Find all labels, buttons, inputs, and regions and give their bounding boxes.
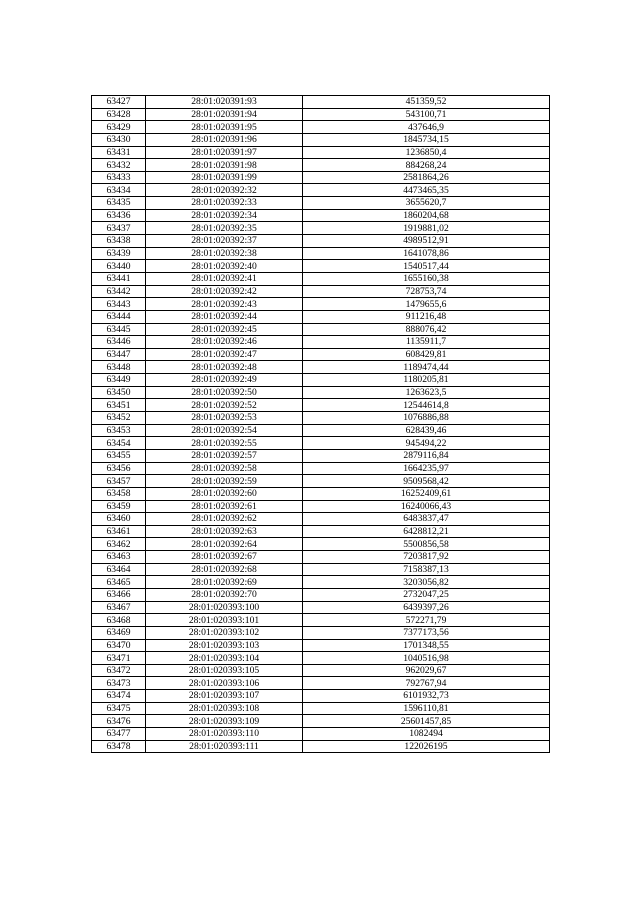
row-number-cell: 63431	[92, 146, 146, 159]
cadastral-number-cell: 28:01:020392:67	[146, 551, 303, 564]
value-cell: 7158387,13	[303, 563, 550, 576]
table-row	[92, 576, 550, 589]
value-cell: 572271,79	[303, 614, 550, 627]
row-number-cell: 63448	[92, 361, 146, 374]
row-number-cell: 63432	[92, 159, 146, 172]
cadastral-number-cell: 28:01:020391:96	[146, 133, 303, 146]
cadastral-number-cell: 28:01:020392:52	[146, 399, 303, 412]
table-row	[92, 513, 550, 526]
value-cell: 6439397,26	[303, 601, 550, 614]
row-number-cell: 63464	[92, 563, 146, 576]
table-row	[92, 171, 550, 184]
row-number-cell: 63433	[92, 171, 146, 184]
table-row	[92, 222, 550, 235]
cadastral-number-cell: 28:01:020392:32	[146, 184, 303, 197]
table-row	[92, 247, 550, 260]
row-number-cell: 63427	[92, 96, 146, 109]
value-cell: 16240066,43	[303, 500, 550, 513]
table-row	[92, 728, 550, 741]
row-number-cell: 63477	[92, 728, 146, 741]
cadastral-number-cell: 28:01:020392:69	[146, 576, 303, 589]
row-number-cell: 63436	[92, 209, 146, 222]
row-number-cell: 63430	[92, 133, 146, 146]
value-cell: 1701348,55	[303, 639, 550, 652]
table-row	[92, 424, 550, 437]
cadastral-number-cell: 28:01:020393:107	[146, 690, 303, 703]
table-row	[92, 374, 550, 387]
data-table	[91, 95, 550, 753]
table-row	[92, 96, 550, 109]
table-row	[92, 500, 550, 513]
row-number-cell: 63458	[92, 487, 146, 500]
value-cell: 3655620,7	[303, 197, 550, 210]
row-number-cell: 63449	[92, 374, 146, 387]
cadastral-number-cell: 28:01:020392:55	[146, 437, 303, 450]
table-row	[92, 272, 550, 285]
table-row	[92, 614, 550, 627]
row-number-cell: 63471	[92, 652, 146, 665]
cadastral-number-cell: 28:01:020392:49	[146, 374, 303, 387]
table-row	[92, 588, 550, 601]
cadastral-number-cell: 28:01:020393:109	[146, 715, 303, 728]
cadastral-number-cell: 28:01:020393:108	[146, 702, 303, 715]
table-row	[92, 323, 550, 336]
cadastral-number-cell: 28:01:020391:98	[146, 159, 303, 172]
cadastral-number-cell: 28:01:020392:57	[146, 449, 303, 462]
value-cell: 728753,74	[303, 285, 550, 298]
value-cell: 451359,52	[303, 96, 550, 109]
value-cell: 945494,22	[303, 437, 550, 450]
table-row	[92, 348, 550, 361]
row-number-cell: 63450	[92, 386, 146, 399]
row-number-cell: 63438	[92, 235, 146, 248]
row-number-cell: 63474	[92, 690, 146, 703]
cadastral-number-cell: 28:01:020391:95	[146, 121, 303, 134]
table-row	[92, 133, 550, 146]
table-row	[92, 475, 550, 488]
cadastral-number-cell: 28:01:020392:59	[146, 475, 303, 488]
table-row	[92, 285, 550, 298]
cadastral-number-cell: 28:01:020393:103	[146, 639, 303, 652]
cadastral-number-cell: 28:01:020392:47	[146, 348, 303, 361]
row-number-cell: 63447	[92, 348, 146, 361]
value-cell: 4473465,35	[303, 184, 550, 197]
table-row	[92, 702, 550, 715]
row-number-cell: 63457	[92, 475, 146, 488]
cadastral-number-cell: 28:01:020393:102	[146, 626, 303, 639]
cadastral-number-cell: 28:01:020392:41	[146, 272, 303, 285]
row-number-cell: 63445	[92, 323, 146, 336]
cadastral-number-cell: 28:01:020392:63	[146, 525, 303, 538]
cadastral-number-cell: 28:01:020392:53	[146, 412, 303, 425]
cadastral-number-cell: 28:01:020393:110	[146, 728, 303, 741]
value-cell: 7203817,92	[303, 551, 550, 564]
row-number-cell: 63460	[92, 513, 146, 526]
value-cell: 911216,48	[303, 310, 550, 323]
cadastral-number-cell: 28:01:020392:40	[146, 260, 303, 273]
value-cell: 1596110,81	[303, 702, 550, 715]
row-number-cell: 63440	[92, 260, 146, 273]
row-number-cell: 63446	[92, 336, 146, 349]
value-cell: 1860204,68	[303, 209, 550, 222]
cadastral-number-cell: 28:01:020392:60	[146, 487, 303, 500]
value-cell: 122026195	[303, 740, 550, 753]
cadastral-number-cell: 28:01:020392:48	[146, 361, 303, 374]
table-row	[92, 146, 550, 159]
row-number-cell: 63437	[92, 222, 146, 235]
row-number-cell: 63476	[92, 715, 146, 728]
table-row	[92, 551, 550, 564]
value-cell: 1919881,02	[303, 222, 550, 235]
cadastral-number-cell: 28:01:020392:46	[146, 336, 303, 349]
value-cell: 1664235,97	[303, 462, 550, 475]
value-cell: 6483837,47	[303, 513, 550, 526]
row-number-cell: 63467	[92, 601, 146, 614]
cadastral-number-cell: 28:01:020392:45	[146, 323, 303, 336]
value-cell: 7377173,56	[303, 626, 550, 639]
table-row	[92, 437, 550, 450]
value-cell: 16252409,61	[303, 487, 550, 500]
cadastral-number-cell: 28:01:020392:68	[146, 563, 303, 576]
value-cell: 1263623,5	[303, 386, 550, 399]
cadastral-number-cell: 28:01:020392:35	[146, 222, 303, 235]
table-row	[92, 601, 550, 614]
cadastral-number-cell: 28:01:020391:97	[146, 146, 303, 159]
row-number-cell: 63442	[92, 285, 146, 298]
value-cell: 1082494	[303, 728, 550, 741]
table-row	[92, 652, 550, 665]
value-cell: 2732047,25	[303, 588, 550, 601]
value-cell: 1135911,7	[303, 336, 550, 349]
cadastral-number-cell: 28:01:020392:62	[146, 513, 303, 526]
cadastral-number-cell: 28:01:020392:54	[146, 424, 303, 437]
cadastral-number-cell: 28:01:020392:70	[146, 588, 303, 601]
row-number-cell: 63473	[92, 677, 146, 690]
cadastral-number-cell: 28:01:020392:37	[146, 235, 303, 248]
row-number-cell: 63466	[92, 588, 146, 601]
value-cell: 5500856,58	[303, 538, 550, 551]
table-row	[92, 235, 550, 248]
value-cell: 12544614,8	[303, 399, 550, 412]
value-cell: 962029,67	[303, 664, 550, 677]
table-row	[92, 639, 550, 652]
cadastral-number-cell: 28:01:020392:33	[146, 197, 303, 210]
row-number-cell: 63443	[92, 298, 146, 311]
row-number-cell: 63451	[92, 399, 146, 412]
table-row	[92, 487, 550, 500]
table-row	[92, 462, 550, 475]
cadastral-number-cell: 28:01:020392:61	[146, 500, 303, 513]
row-number-cell: 63444	[92, 310, 146, 323]
table-row	[92, 664, 550, 677]
cadastral-number-cell: 28:01:020393:106	[146, 677, 303, 690]
cadastral-number-cell: 28:01:020392:38	[146, 247, 303, 260]
table-row	[92, 626, 550, 639]
value-cell: 1236850,4	[303, 146, 550, 159]
value-cell: 9509568,42	[303, 475, 550, 488]
table-row	[92, 159, 550, 172]
cadastral-number-cell: 28:01:020393:105	[146, 664, 303, 677]
table-row	[92, 197, 550, 210]
value-cell: 1655160,38	[303, 272, 550, 285]
table-row	[92, 184, 550, 197]
cadastral-number-cell: 28:01:020391:93	[146, 96, 303, 109]
value-cell: 6101932,73	[303, 690, 550, 703]
table-row	[92, 108, 550, 121]
table-row	[92, 740, 550, 753]
value-cell: 1845734,15	[303, 133, 550, 146]
cadastral-number-cell: 28:01:020391:99	[146, 171, 303, 184]
table-row	[92, 209, 550, 222]
table-row	[92, 715, 550, 728]
value-cell: 628439,46	[303, 424, 550, 437]
value-cell: 3203056,82	[303, 576, 550, 589]
value-cell: 4989512,91	[303, 235, 550, 248]
cadastral-number-cell: 28:01:020392:50	[146, 386, 303, 399]
value-cell: 2879116,84	[303, 449, 550, 462]
value-cell: 608429,81	[303, 348, 550, 361]
value-cell: 543100,71	[303, 108, 550, 121]
value-cell: 1641078,86	[303, 247, 550, 260]
value-cell: 888076,42	[303, 323, 550, 336]
row-number-cell: 63469	[92, 626, 146, 639]
row-number-cell: 63478	[92, 740, 146, 753]
row-number-cell: 63456	[92, 462, 146, 475]
row-number-cell: 63453	[92, 424, 146, 437]
row-number-cell: 63429	[92, 121, 146, 134]
table-row	[92, 386, 550, 399]
cadastral-number-cell: 28:01:020392:64	[146, 538, 303, 551]
table-row	[92, 449, 550, 462]
row-number-cell: 63475	[92, 702, 146, 715]
cadastral-number-cell: 28:01:020392:43	[146, 298, 303, 311]
value-cell: 25601457,85	[303, 715, 550, 728]
table-row	[92, 361, 550, 374]
row-number-cell: 63472	[92, 664, 146, 677]
row-number-cell: 63439	[92, 247, 146, 260]
table-row	[92, 525, 550, 538]
table-row	[92, 563, 550, 576]
value-cell: 1540517,44	[303, 260, 550, 273]
table-body	[92, 96, 550, 753]
row-number-cell: 63454	[92, 437, 146, 450]
value-cell: 1076886,88	[303, 412, 550, 425]
row-number-cell: 63459	[92, 500, 146, 513]
row-number-cell: 63461	[92, 525, 146, 538]
row-number-cell: 63455	[92, 449, 146, 462]
cadastral-number-cell: 28:01:020392:44	[146, 310, 303, 323]
value-cell: 2581864,26	[303, 171, 550, 184]
table-row	[92, 310, 550, 323]
row-number-cell: 63441	[92, 272, 146, 285]
row-number-cell: 63465	[92, 576, 146, 589]
row-number-cell: 63462	[92, 538, 146, 551]
table-row	[92, 121, 550, 134]
table-row	[92, 260, 550, 273]
table-row	[92, 298, 550, 311]
value-cell: 792767,94	[303, 677, 550, 690]
table-row	[92, 336, 550, 349]
cadastral-number-cell: 28:01:020392:58	[146, 462, 303, 475]
row-number-cell: 63428	[92, 108, 146, 121]
cadastral-number-cell: 28:01:020393:104	[146, 652, 303, 665]
row-number-cell: 63435	[92, 197, 146, 210]
cadastral-number-cell: 28:01:020392:42	[146, 285, 303, 298]
cadastral-number-cell: 28:01:020393:101	[146, 614, 303, 627]
table-row	[92, 677, 550, 690]
table-row	[92, 538, 550, 551]
cadastral-number-cell: 28:01:020391:94	[146, 108, 303, 121]
value-cell: 6428812,21	[303, 525, 550, 538]
row-number-cell: 63463	[92, 551, 146, 564]
table-row	[92, 399, 550, 412]
cadastral-number-cell: 28:01:020393:100	[146, 601, 303, 614]
row-number-cell: 63452	[92, 412, 146, 425]
cadastral-number-cell: 28:01:020393:111	[146, 740, 303, 753]
table-row	[92, 412, 550, 425]
row-number-cell: 63468	[92, 614, 146, 627]
value-cell: 437646,9	[303, 121, 550, 134]
row-number-cell: 63470	[92, 639, 146, 652]
value-cell: 1189474,44	[303, 361, 550, 374]
row-number-cell: 63434	[92, 184, 146, 197]
cadastral-number-cell: 28:01:020392:34	[146, 209, 303, 222]
value-cell: 884268,24	[303, 159, 550, 172]
table-row	[92, 690, 550, 703]
value-cell: 1479655,6	[303, 298, 550, 311]
value-cell: 1180205,81	[303, 374, 550, 387]
value-cell: 1040516,98	[303, 652, 550, 665]
